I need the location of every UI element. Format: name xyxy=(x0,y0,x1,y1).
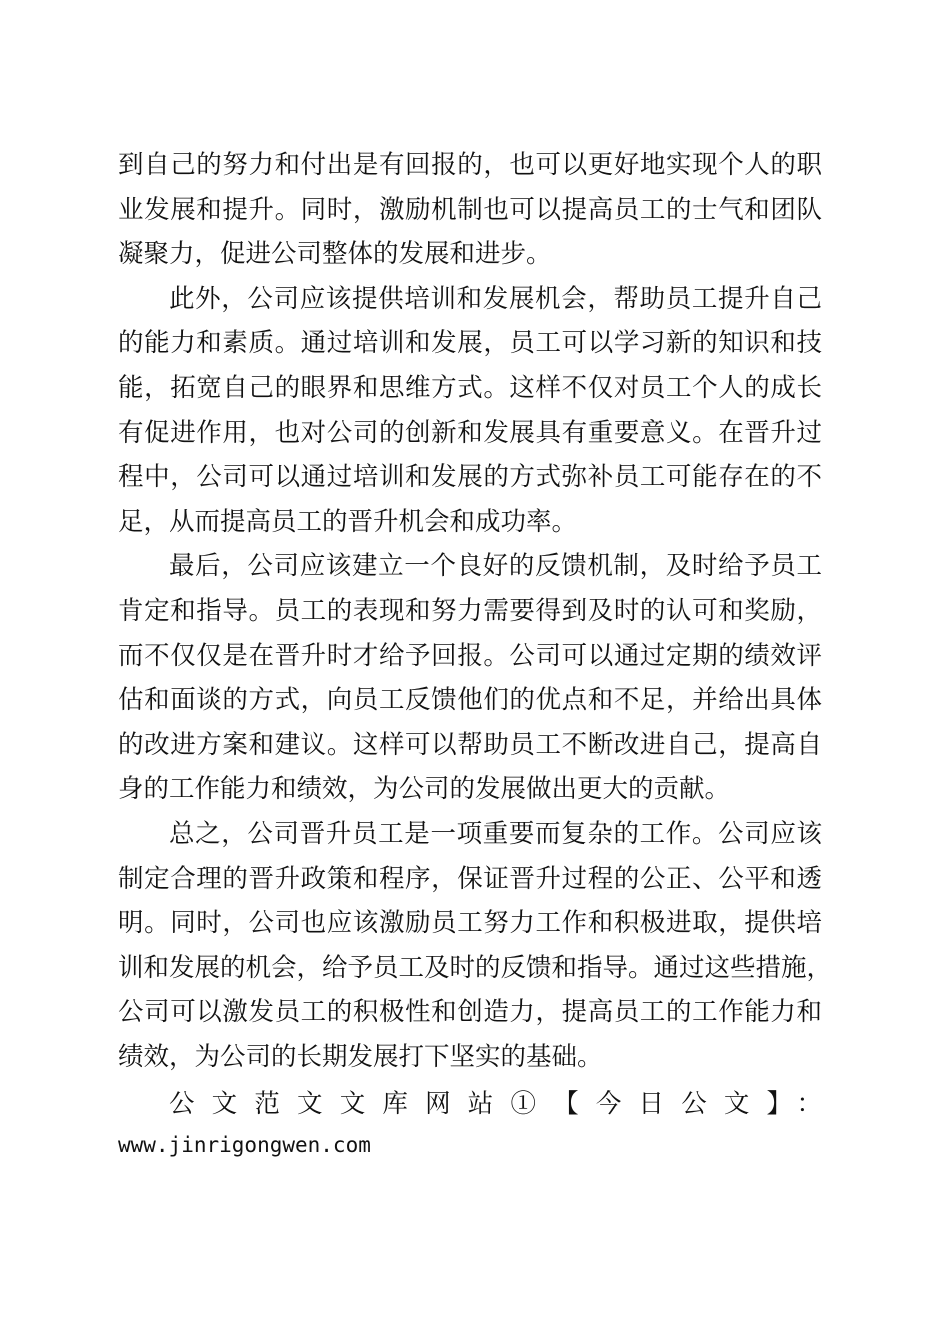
paragraph xyxy=(118,143,830,277)
text-line: 能，拓宽自己的眼界和思维方式。这样不仅对员工个人的成长 xyxy=(118,372,822,403)
text-line: 到自己的努力和付出是有回报的，也可以更好地实现个人的职 xyxy=(118,150,822,180)
text-line: 训和发展的机会，给予员工及时的反馈和指导。通过这些措施， xyxy=(118,952,833,983)
text-line: 有促进作用，也对公司的创新和发展具有重要意义。在晋升过 xyxy=(118,417,822,448)
text-line: 此外，公司应该提供培训和发展机会，帮助员工提升自己 xyxy=(169,283,822,314)
paragraph xyxy=(118,812,833,1080)
paragraph xyxy=(118,544,830,812)
text-line: 绩效，为公司的长期发展打下坚实的基础。 xyxy=(118,1041,603,1072)
text-line: 而不仅仅是在晋升时才给予回报。公司可以通过定期的绩效评 xyxy=(118,640,822,671)
text-line: 的改进方案和建议。这样可以帮助员工不断改进自己，提高自 xyxy=(118,729,822,760)
text-line: 业发展和提升。同时，激励机制也可以提高员工的士气和团队 xyxy=(118,194,822,225)
text-line: 足，从而提高员工的晋升机会和成功率。 xyxy=(118,506,578,537)
text-line: 明。同时，公司也应该激励员工努力工作和积极进取，提供培 xyxy=(118,908,822,939)
site-label: 公文范文文库网站①【今日公文】： xyxy=(169,1089,822,1120)
text-line: 程中，公司可以通过培训和发展的方式弥补员工可能存在的不 xyxy=(118,462,822,493)
text-line: 公司可以激发员工的积极性和创造力，提高员工的工作能力和 xyxy=(118,997,822,1028)
text-line: 总之，公司晋升员工是一项重要而复杂的工作。公司应该 xyxy=(169,818,822,849)
footer xyxy=(118,1085,830,1165)
text-line: 肯定和指导。员工的表现和努力需要得到及时的认可和奖励， xyxy=(118,595,822,626)
paragraph xyxy=(118,277,830,545)
text-line: 的能力和素质。通过培训和发展，员工可以学习新的知识和技 xyxy=(118,328,822,359)
site-url[interactable]: www.jinrigongwen.com xyxy=(118,1133,371,1158)
text-line: 估和面谈的方式，向员工反馈他们的优点和不足，并给出具体 xyxy=(118,685,822,716)
document-body xyxy=(118,143,833,1165)
text-line: 凝聚力，促进公司整体的发展和进步。 xyxy=(118,239,552,270)
text-line: 身的工作能力和绩效，为公司的发展做出更大的贡献。 xyxy=(118,774,731,805)
text-line: 制定合理的晋升政策和程序，保证晋升过程的公正、公平和透 xyxy=(118,863,822,894)
text-line: 最后，公司应该建立一个良好的反馈机制，及时给予员工 xyxy=(169,551,822,582)
